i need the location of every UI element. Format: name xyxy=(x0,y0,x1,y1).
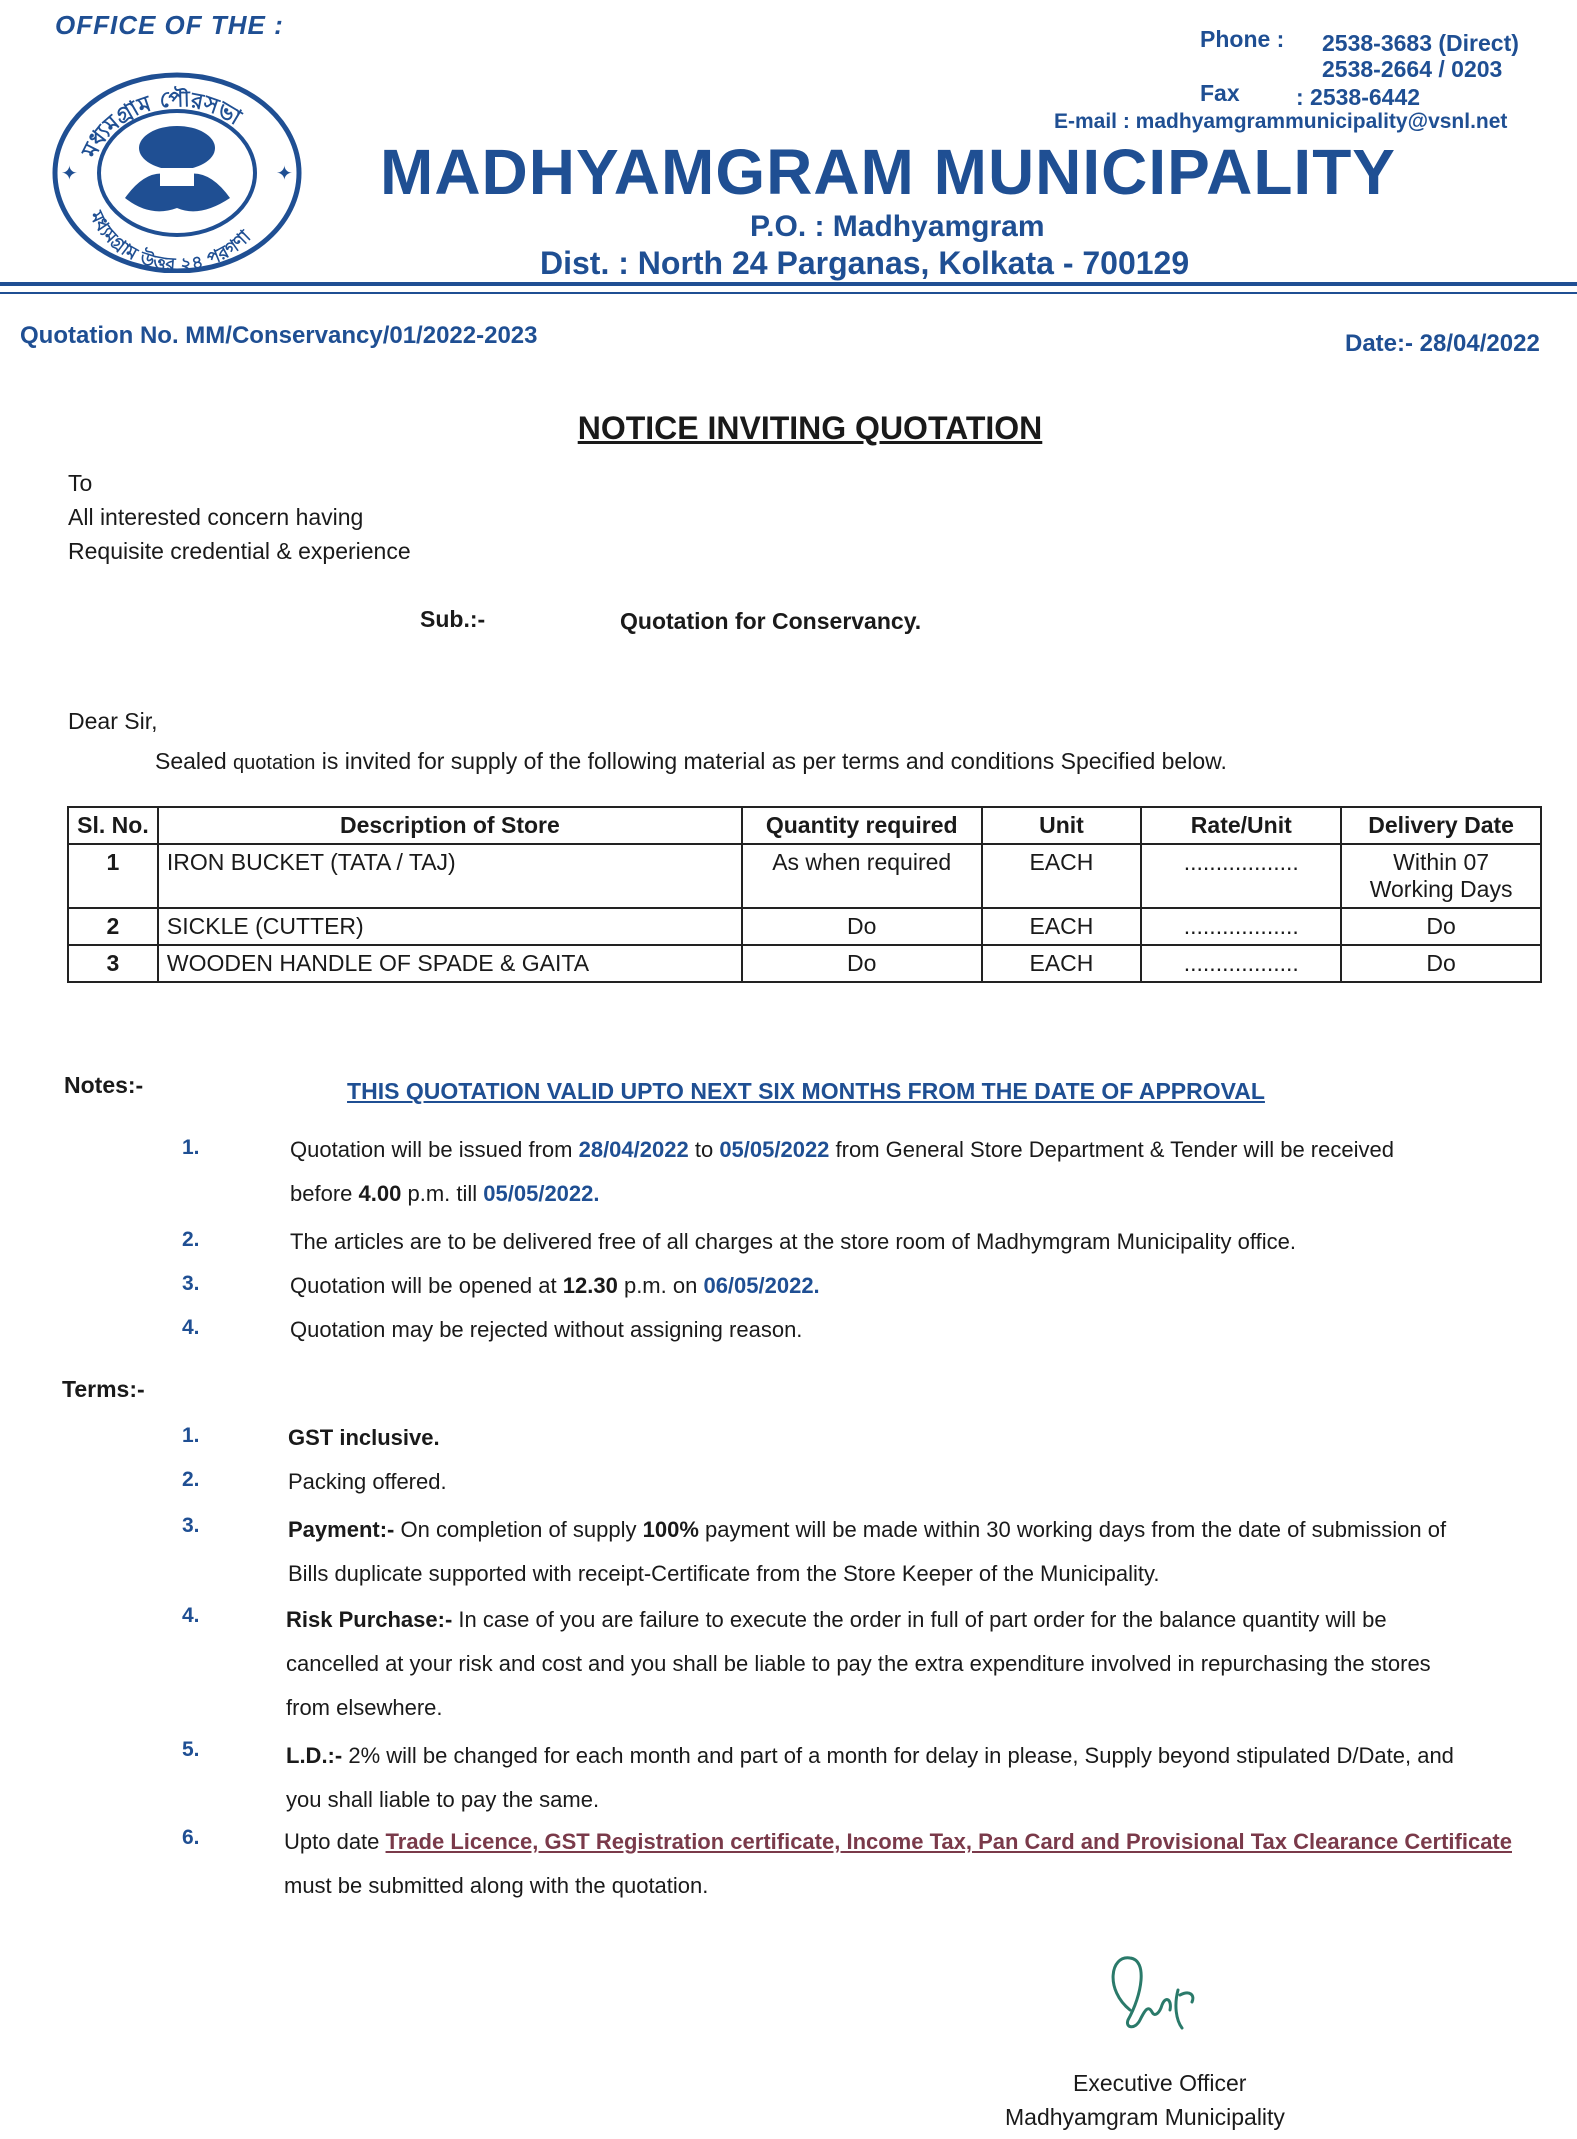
note-number: 1. xyxy=(182,1136,200,1159)
header-unit: Unit xyxy=(982,807,1142,844)
letterhead-divider-thin xyxy=(0,292,1577,294)
municipality-seal-logo xyxy=(50,68,305,273)
note-2: The articles are to be delivered free of all charges at the store room of Madhymgram Municipality office. xyxy=(290,1229,1296,1254)
svg-text:✦: ✦ xyxy=(276,163,293,185)
note-3: Quotation will be opened at 12.30 p.m. on 06/05/2022. xyxy=(290,1273,820,1298)
cell-description: IRON BUCKET (TATA / TAJ) xyxy=(158,844,742,908)
address-to: To xyxy=(68,470,93,496)
store-table xyxy=(67,806,1542,983)
cell-unit: EACH xyxy=(982,908,1142,945)
cell-description: SICKLE (CUTTER) xyxy=(158,908,742,945)
subject-label: Sub.:- xyxy=(420,606,486,632)
term-4: Risk Purchase:- In case of you are failure to execute the order in full of part order for the balance quantity will be cancelled at your risk and cost and you shall be liable to pay the extra expenditure involved in repurchasing the stores from elsewhere. xyxy=(286,1607,1431,1720)
cell-rate: .................. xyxy=(1141,844,1341,908)
district-address: Dist. : North 24 Parganas, Kolkata - 700129 xyxy=(540,245,1190,281)
term-1: GST inclusive. xyxy=(288,1425,440,1450)
cell-delivery: Do xyxy=(1341,945,1541,982)
salutation: Dear Sir, xyxy=(68,708,158,734)
table-row xyxy=(68,908,1541,945)
term-number: 6. xyxy=(182,1826,200,1849)
post-office: P.O. : Madhyamgram xyxy=(750,210,1045,243)
cell-rate: .................. xyxy=(1141,908,1341,945)
phone-label: Phone : xyxy=(1200,26,1285,52)
validity-statement: THIS QUOTATION VALID UPTO NEXT SIX MONTHS FROM THE DATE OF APPROVAL xyxy=(347,1078,1265,1104)
term-number: 1. xyxy=(182,1424,200,1447)
term-3: Payment:- On completion of supply 100% payment will be made within 30 working days from the date of submission of Bills duplicate supported with receipt-Certificate from the Store Keeper of the Municipality. xyxy=(288,1517,1447,1586)
cell-sl: 2 xyxy=(68,908,158,945)
cell-delivery: Within 07 Working Days xyxy=(1341,844,1541,908)
cell-quantity: Do xyxy=(742,945,982,982)
header-rate: Rate/Unit xyxy=(1141,807,1341,844)
term-2: Packing offered. xyxy=(288,1469,447,1494)
terms-label: Terms:- xyxy=(62,1376,145,1402)
office-of-label: OFFICE OF THE : xyxy=(55,10,284,40)
intro-paragraph: Sealed quotation is invited for supply of the following material as per terms and conditions Specified below. xyxy=(155,748,1227,774)
term-number: 4. xyxy=(182,1604,200,1627)
table-row xyxy=(68,844,1541,908)
signatory-org: Madhyamgram Municipality xyxy=(1005,2104,1285,2130)
cell-unit: EACH xyxy=(982,945,1142,982)
note-4: Quotation may be rejected without assigning reason. xyxy=(290,1317,803,1342)
cell-quantity: Do xyxy=(742,908,982,945)
page-title: NOTICE INVITING QUOTATION xyxy=(577,410,1043,446)
cell-rate: .................. xyxy=(1141,945,1341,982)
header-delivery: Delivery Date xyxy=(1341,807,1541,844)
phone-direct: 2538-3683 (Direct) xyxy=(1322,30,1519,56)
phone-other: 2538-2664 / 0203 xyxy=(1322,56,1503,82)
notes-label: Notes:- xyxy=(64,1072,144,1098)
cell-sl: 1 xyxy=(68,844,158,908)
quotation-number: Quotation No. MM/Conservancy/01/2022-2023 xyxy=(20,322,538,349)
cell-unit: EACH xyxy=(982,844,1142,908)
notice-date: Date:- 28/04/2022 xyxy=(1345,330,1540,357)
header-sl-no: Sl. No. xyxy=(68,807,158,844)
term-6: Upto date Trade Licence, GST Registration certificate, Income Tax, Pan Card and Provisional Tax Clearance Certificate must be submitted along with the quotation. xyxy=(284,1829,1512,1898)
note-number: 2. xyxy=(182,1228,200,1251)
svg-text:মধ্যমগ্রাম উত্তর ২৪ পরগণা: মধ্যমগ্রাম উত্তর ২৪ পরগণা xyxy=(85,208,256,273)
svg-text:✦: ✦ xyxy=(61,163,78,185)
header-description: Description of Store xyxy=(158,807,742,844)
term-number: 2. xyxy=(182,1468,200,1491)
address-line-1: All interested concern having xyxy=(68,504,364,530)
term-5: L.D.:- 2% will be changed for each month and part of a month for delay in please, Supply beyond stipulated D/Date, and you shall liable to pay the same. xyxy=(286,1743,1454,1812)
signatory-title: Executive Officer xyxy=(1073,2070,1247,2096)
letterhead-divider xyxy=(0,282,1577,286)
cell-sl: 3 xyxy=(68,945,158,982)
address-line-2: Requisite credential & experience xyxy=(68,538,411,564)
signature xyxy=(1100,1950,1210,2040)
cell-delivery: Do xyxy=(1341,908,1541,945)
cell-description: WOODEN HANDLE OF SPADE & GAITA xyxy=(158,945,742,982)
email-address: E-mail : madhyamgrammunicipality@vsnl.net xyxy=(1054,110,1508,133)
note-1: Quotation will be issued from 28/04/2022 to 05/05/2022 from General Store Department & Tender will be received before 4.00 p.m. till 05/05/2022. xyxy=(290,1137,1394,1206)
cell-quantity: As when required xyxy=(742,844,982,908)
term-number: 5. xyxy=(182,1738,200,1761)
municipality-name: MADHYAMGRAM MUNICIPALITY xyxy=(380,136,1396,208)
fax-value: : 2538-6442 xyxy=(1296,84,1421,110)
term-number: 3. xyxy=(182,1514,200,1537)
note-number: 4. xyxy=(182,1316,200,1339)
header-quantity: Quantity required xyxy=(742,807,982,844)
table-header-row xyxy=(68,807,1541,844)
table-row xyxy=(68,945,1541,982)
note-number: 3. xyxy=(182,1272,200,1295)
svg-text:মধ্যমগ্রাম পৌরসভা: মধ্যমগ্রাম পৌরসভা xyxy=(77,87,246,162)
subject-text: Quotation for Conservancy. xyxy=(620,608,922,634)
fax-label: Fax xyxy=(1200,80,1240,106)
